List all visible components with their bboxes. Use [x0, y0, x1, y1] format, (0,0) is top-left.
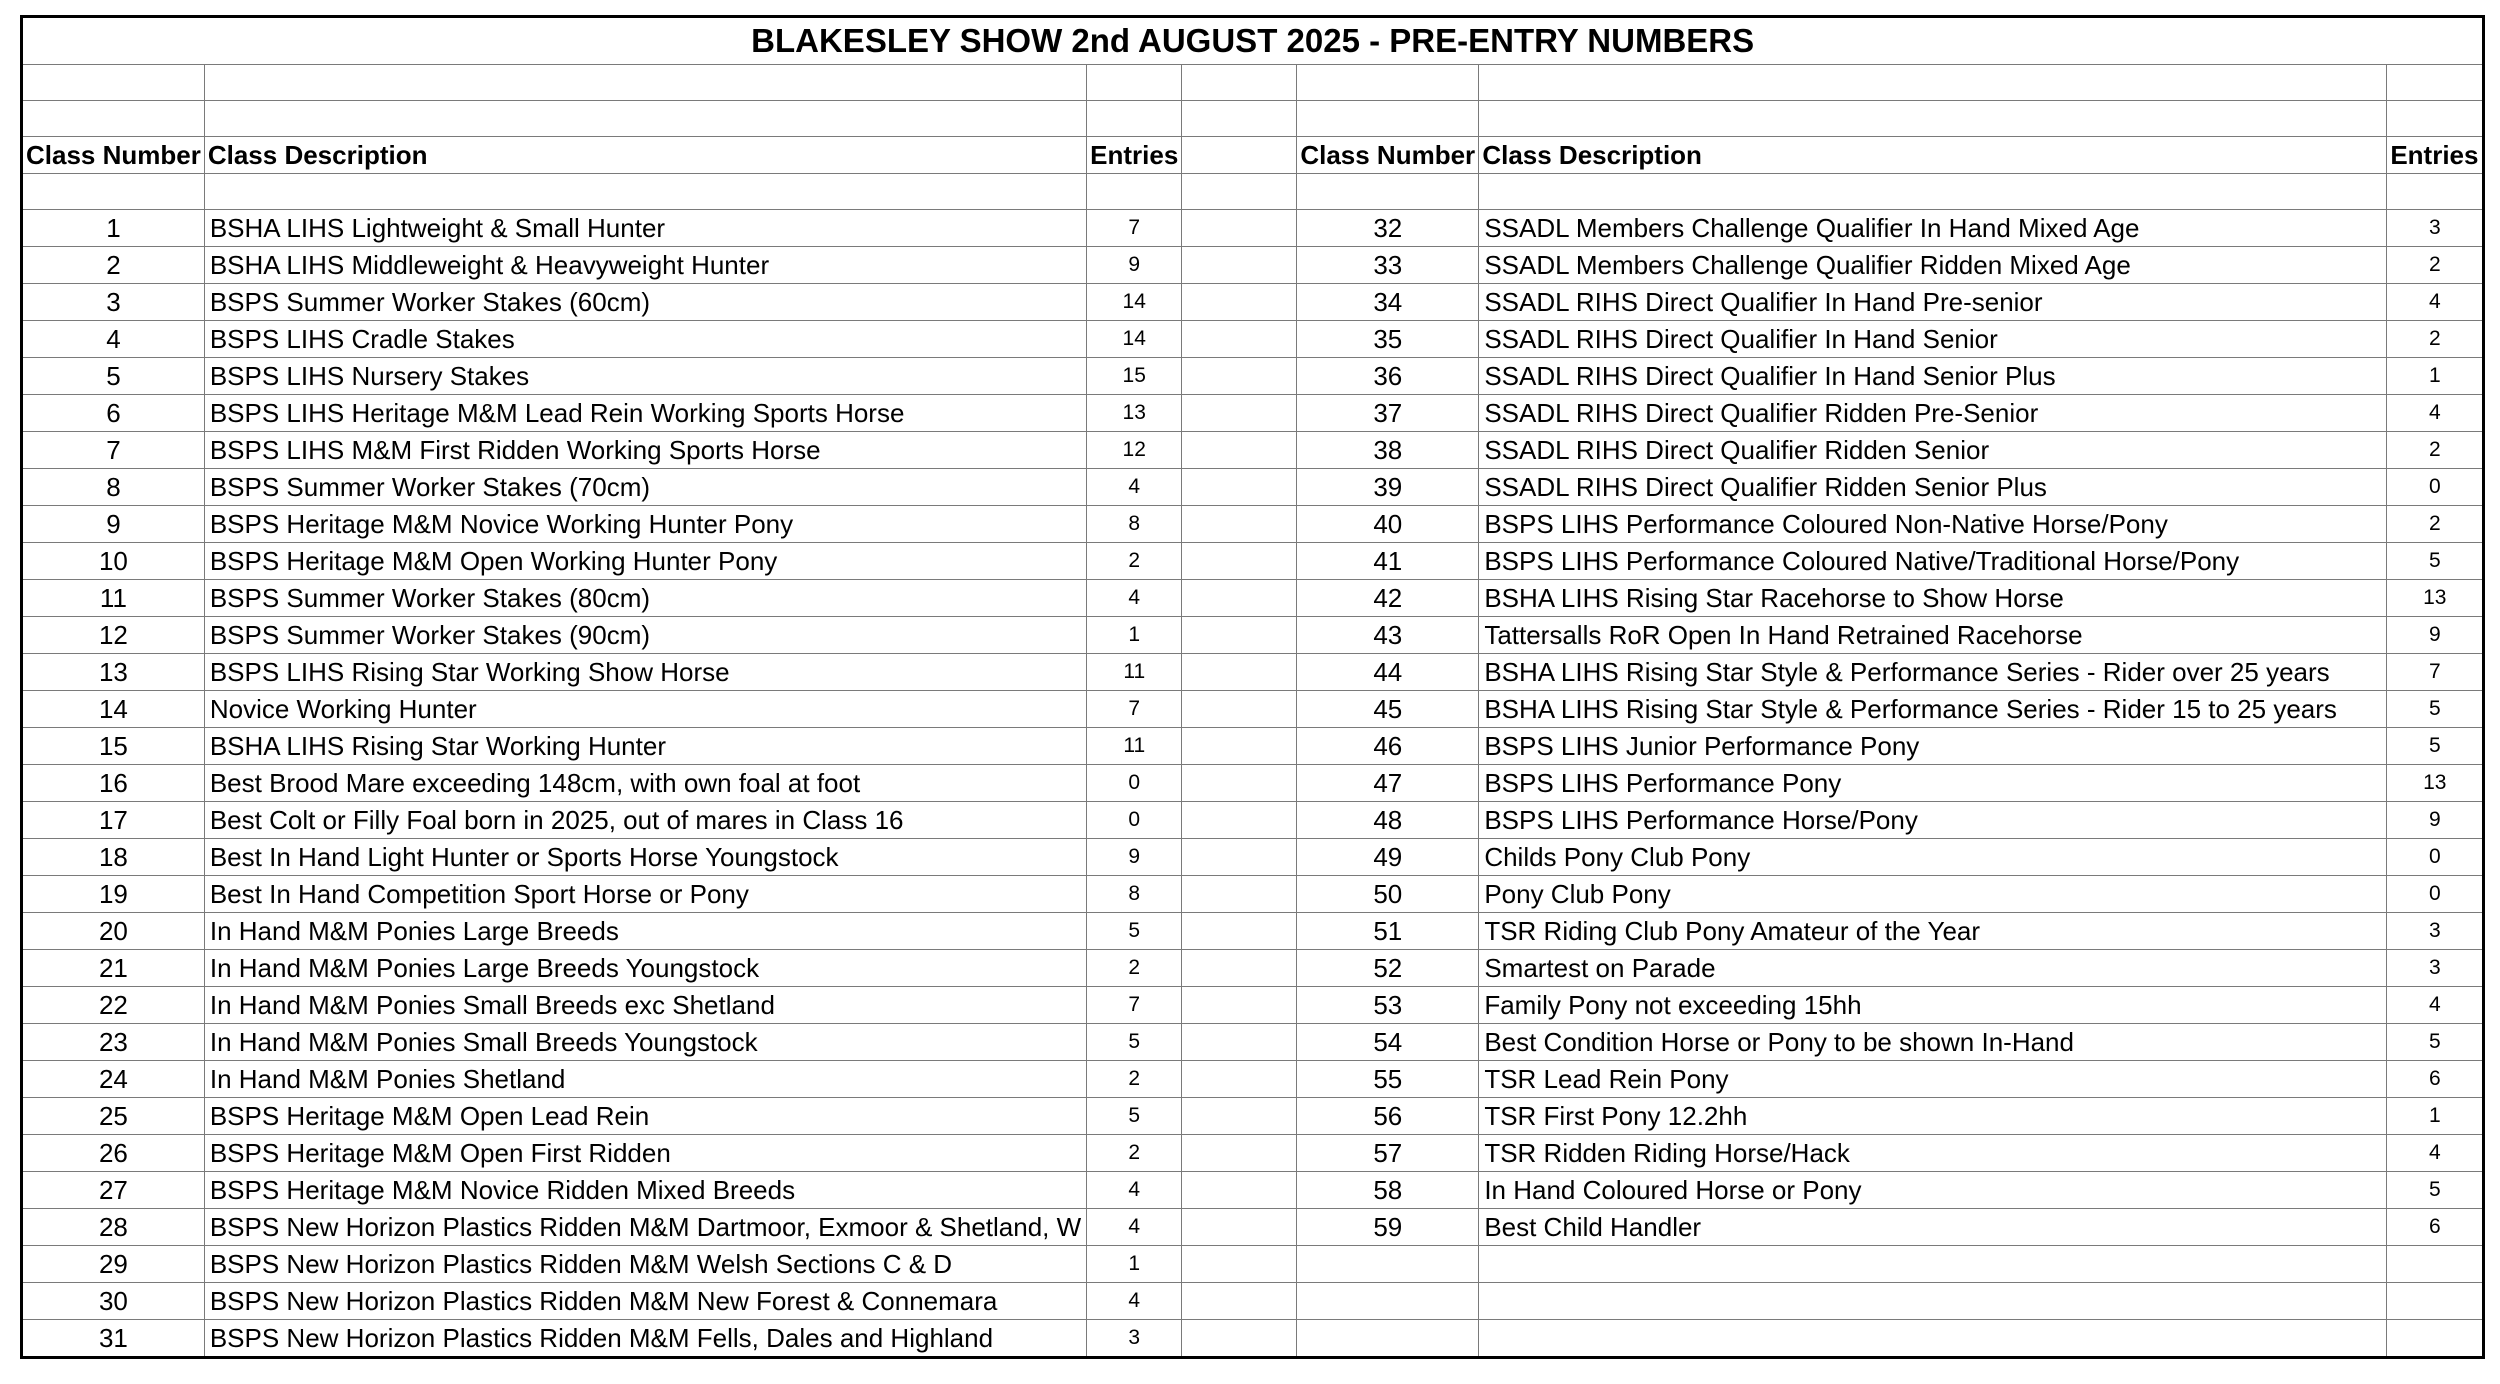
class-number-cell[interactable]: 55 — [1297, 1061, 1479, 1098]
cell[interactable] — [1479, 101, 2387, 137]
entries-cell[interactable]: 8 — [1087, 876, 1182, 913]
entries-cell[interactable]: 2 — [2387, 321, 2484, 358]
table-row — [22, 987, 2484, 1024]
class-description-cell[interactable]: TSR Ridden Riding Horse/Hack — [1479, 1135, 2387, 1172]
entries-cell[interactable]: 4 — [1087, 1283, 1182, 1320]
table-row — [22, 1135, 2484, 1172]
header-entries-left[interactable]: Entries — [1087, 137, 1182, 174]
table-row — [22, 691, 2484, 728]
entries-cell[interactable]: 5 — [2387, 1172, 2484, 1209]
spacer-cell[interactable] — [1182, 1024, 1297, 1061]
class-description-cell[interactable]: SSADL Members Challenge Qualifier Ridden Mixed Age — [1479, 247, 2387, 284]
cell[interactable] — [1087, 65, 1182, 101]
class-number-cell[interactable]: 25 — [22, 1098, 205, 1135]
class-description-cell[interactable]: BSHA LIHS Rising Star Style & Performance Series - Rider over 25 years — [1479, 654, 2387, 691]
entries-cell[interactable]: 5 — [2387, 691, 2484, 728]
spacer-cell[interactable] — [1182, 395, 1297, 432]
spacer-cell[interactable] — [1182, 358, 1297, 395]
spacer-cell[interactable] — [1182, 802, 1297, 839]
spacer-cell[interactable] — [1182, 691, 1297, 728]
cell[interactable] — [204, 174, 1086, 210]
table-row — [22, 1283, 2484, 1320]
class-description-cell[interactable]: BSHA LIHS Lightweight & Small Hunter — [204, 210, 1086, 247]
class-description-cell[interactable]: BSPS LIHS Cradle Stakes — [204, 321, 1086, 358]
header-class-description-left[interactable]: Class Description — [204, 137, 1086, 174]
class-number-cell[interactable]: 48 — [1297, 802, 1479, 839]
class-number-cell[interactable]: 6 — [22, 395, 205, 432]
class-description-cell[interactable]: BSPS LIHS Performance Coloured Native/Traditional Horse/Pony — [1479, 543, 2387, 580]
entries-cell[interactable]: 1 — [2387, 1098, 2484, 1135]
class-number-cell[interactable]: 43 — [1297, 617, 1479, 654]
class-number-cell[interactable]: 42 — [1297, 580, 1479, 617]
class-number-cell[interactable]: 46 — [1297, 728, 1479, 765]
spacer-cell[interactable] — [1182, 765, 1297, 802]
table-row — [22, 284, 2484, 321]
class-description-cell[interactable]: BSPS Heritage M&M Open Lead Rein — [204, 1098, 1086, 1135]
class-number-cell[interactable]: 14 — [22, 691, 205, 728]
entries-cell[interactable]: 9 — [1087, 247, 1182, 284]
class-number-cell[interactable]: 18 — [22, 839, 205, 876]
class-number-cell[interactable]: 26 — [22, 1135, 205, 1172]
cell[interactable] — [2387, 174, 2484, 210]
class-number-cell[interactable]: 20 — [22, 913, 205, 950]
class-number-cell[interactable]: 36 — [1297, 358, 1479, 395]
entries-cell[interactable]: 0 — [2387, 876, 2484, 913]
class-number-cell[interactable]: 37 — [1297, 395, 1479, 432]
entries-cell[interactable]: 8 — [1087, 506, 1182, 543]
entries-cell[interactable]: 9 — [2387, 617, 2484, 654]
class-description-cell[interactable]: BSPS LIHS Performance Horse/Pony — [1479, 802, 2387, 839]
class-description-cell[interactable]: TSR Riding Club Pony Amateur of the Year — [1479, 913, 2387, 950]
entries-cell[interactable]: 4 — [2387, 1135, 2484, 1172]
sheet-title: BLAKESLEY SHOW 2nd AUGUST 2025 - PRE-ENTRY NUMBERS — [22, 17, 2484, 65]
table-row — [22, 728, 2484, 765]
class-description-cell[interactable]: Smartest on Parade — [1479, 950, 2387, 987]
entries-cell[interactable]: 4 — [2387, 987, 2484, 1024]
class-number-cell[interactable]: 22 — [22, 987, 205, 1024]
class-description-cell[interactable]: Tattersalls RoR Open In Hand Retrained Racehorse — [1479, 617, 2387, 654]
header-class-description-right[interactable]: Class Description — [1479, 137, 2387, 174]
entries-cell[interactable]: 11 — [1087, 728, 1182, 765]
class-number-cell[interactable]: 11 — [22, 580, 205, 617]
class-number-cell[interactable]: 51 — [1297, 913, 1479, 950]
entries-cell[interactable]: 2 — [1087, 1061, 1182, 1098]
class-number-cell[interactable]: 45 — [1297, 691, 1479, 728]
class-number-cell[interactable] — [1297, 1283, 1479, 1320]
entries-cell[interactable]: 4 — [1087, 1209, 1182, 1246]
entries-cell[interactable]: 14 — [1087, 321, 1182, 358]
class-number-cell[interactable]: 12 — [22, 617, 205, 654]
spacer-cell[interactable] — [1182, 321, 1297, 358]
table-row — [22, 876, 2484, 913]
class-description-cell[interactable]: BSHA LIHS Rising Star Style & Performance Series - Rider 15 to 25 years — [1479, 691, 2387, 728]
entries-cell[interactable]: 2 — [2387, 247, 2484, 284]
spacer-cell[interactable] — [1182, 1061, 1297, 1098]
entries-cell[interactable]: 0 — [1087, 802, 1182, 839]
entries-cell[interactable]: 4 — [1087, 580, 1182, 617]
entries-cell[interactable]: 5 — [2387, 728, 2484, 765]
class-description-cell[interactable]: In Hand M&M Ponies Small Breeds exc Shetland — [204, 987, 1086, 1024]
class-description-cell[interactable]: BSPS New Horizon Plastics Ridden M&M Welsh Sections C & D — [204, 1246, 1086, 1283]
class-description-cell[interactable]: BSPS LIHS Nursery Stakes — [204, 358, 1086, 395]
cell[interactable] — [1479, 65, 2387, 101]
blank-row — [22, 174, 2484, 210]
class-description-cell[interactable]: In Hand Coloured Horse or Pony — [1479, 1172, 2387, 1209]
class-number-cell[interactable]: 32 — [1297, 210, 1479, 247]
class-number-cell[interactable]: 29 — [22, 1246, 205, 1283]
spacer-cell[interactable] — [1182, 210, 1297, 247]
class-description-cell[interactable]: BSHA LIHS Middleweight & Heavyweight Hunter — [204, 247, 1086, 284]
class-description-cell[interactable] — [1479, 1320, 2387, 1358]
class-description-cell[interactable]: BSPS New Horizon Plastics Ridden M&M Dartmoor, Exmoor & Shetland, W — [204, 1209, 1086, 1246]
entries-cell[interactable]: 0 — [2387, 839, 2484, 876]
entries-cell[interactable]: 13 — [1087, 395, 1182, 432]
class-number-cell[interactable]: 31 — [22, 1320, 205, 1358]
class-number-cell[interactable]: 50 — [1297, 876, 1479, 913]
cell[interactable] — [2387, 65, 2484, 101]
class-number-cell[interactable]: 47 — [1297, 765, 1479, 802]
class-description-cell[interactable]: In Hand M&M Ponies Shetland — [204, 1061, 1086, 1098]
spacer-cell[interactable] — [1182, 1098, 1297, 1135]
class-number-cell[interactable] — [1297, 1246, 1479, 1283]
header-entries-right[interactable]: Entries — [2387, 137, 2484, 174]
cell[interactable] — [204, 65, 1086, 101]
class-description-cell[interactable]: TSR Lead Rein Pony — [1479, 1061, 2387, 1098]
class-description-cell[interactable]: Family Pony not exceeding 15hh — [1479, 987, 2387, 1024]
entries-cell[interactable] — [2387, 1320, 2484, 1358]
class-number-cell[interactable]: 38 — [1297, 432, 1479, 469]
entries-cell[interactable]: 7 — [1087, 987, 1182, 1024]
class-number-cell[interactable]: 52 — [1297, 950, 1479, 987]
class-number-cell[interactable]: 59 — [1297, 1209, 1479, 1246]
class-number-cell[interactable]: 3 — [22, 284, 205, 321]
entries-cell[interactable]: 4 — [2387, 284, 2484, 321]
class-description-cell[interactable]: BSPS LIHS Performance Pony — [1479, 765, 2387, 802]
class-description-cell[interactable]: In Hand M&M Ponies Large Breeds — [204, 913, 1086, 950]
class-description-cell[interactable]: Pony Club Pony — [1479, 876, 2387, 913]
class-description-cell[interactable]: Best Brood Mare exceeding 148cm, with own foal at foot — [204, 765, 1086, 802]
cell[interactable] — [1087, 101, 1182, 137]
class-description-cell[interactable]: BSPS Summer Worker Stakes (70cm) — [204, 469, 1086, 506]
spacer-cell[interactable] — [1182, 987, 1297, 1024]
class-number-cell[interactable]: 7 — [22, 432, 205, 469]
cell[interactable] — [1297, 174, 1479, 210]
class-description-cell[interactable]: SSADL RIHS Direct Qualifier In Hand Senior Plus — [1479, 358, 2387, 395]
class-description-cell[interactable]: TSR First Pony 12.2hh — [1479, 1098, 2387, 1135]
class-description-cell[interactable]: In Hand M&M Ponies Large Breeds Youngstock — [204, 950, 1086, 987]
entries-cell[interactable]: 2 — [1087, 543, 1182, 580]
class-number-cell[interactable]: 33 — [1297, 247, 1479, 284]
cell[interactable] — [1297, 101, 1479, 137]
entries-cell[interactable]: 6 — [2387, 1061, 2484, 1098]
cell[interactable] — [1182, 174, 1297, 210]
spacer-cell[interactable] — [1182, 543, 1297, 580]
class-number-cell[interactable]: 1 — [22, 210, 205, 247]
class-number-cell[interactable]: 24 — [22, 1061, 205, 1098]
class-description-cell[interactable]: BSPS Heritage M&M Novice Ridden Mixed Breeds — [204, 1172, 1086, 1209]
class-description-cell[interactable] — [1479, 1283, 2387, 1320]
entries-cell[interactable]: 4 — [1087, 469, 1182, 506]
entries-cell[interactable]: 1 — [2387, 358, 2484, 395]
table-row — [22, 469, 2484, 506]
spacer-cell[interactable] — [1182, 654, 1297, 691]
entries-cell[interactable] — [2387, 1283, 2484, 1320]
class-description-cell[interactable]: SSADL RIHS Direct Qualifier In Hand Senior — [1479, 321, 2387, 358]
class-description-cell[interactable]: BSPS LIHS M&M First Ridden Working Sports Horse — [204, 432, 1086, 469]
entries-cell[interactable]: 11 — [1087, 654, 1182, 691]
table-row — [22, 395, 2484, 432]
class-number-cell[interactable]: 27 — [22, 1172, 205, 1209]
entries-cell[interactable]: 12 — [1087, 432, 1182, 469]
spacer-cell[interactable] — [1182, 876, 1297, 913]
class-description-cell[interactable]: SSADL Members Challenge Qualifier In Hand Mixed Age — [1479, 210, 2387, 247]
class-description-cell[interactable]: Best Colt or Filly Foal born in 2025, out of mares in Class 16 — [204, 802, 1086, 839]
class-number-cell[interactable]: 17 — [22, 802, 205, 839]
class-description-cell[interactable]: BSPS Summer Worker Stakes (80cm) — [204, 580, 1086, 617]
table-row — [22, 913, 2484, 950]
entries-cell[interactable]: 9 — [2387, 802, 2484, 839]
table-row — [22, 210, 2484, 247]
class-description-cell[interactable]: BSHA LIHS Rising Star Racehorse to Show Horse — [1479, 580, 2387, 617]
table-row — [22, 1098, 2484, 1135]
entries-cell[interactable]: 13 — [2387, 580, 2484, 617]
class-number-cell[interactable]: 39 — [1297, 469, 1479, 506]
title-row — [22, 17, 2484, 65]
table-row — [22, 1061, 2484, 1098]
table-row — [22, 950, 2484, 987]
class-number-cell[interactable]: 40 — [1297, 506, 1479, 543]
spacer-cell[interactable] — [1182, 432, 1297, 469]
table-row — [22, 1209, 2484, 1246]
spacer-cell[interactable] — [1182, 137, 1297, 174]
spacer-cell[interactable] — [1182, 728, 1297, 765]
spacer-cell[interactable] — [1182, 950, 1297, 987]
class-description-cell[interactable]: Childs Pony Club Pony — [1479, 839, 2387, 876]
spacer-cell[interactable] — [1182, 247, 1297, 284]
class-number-cell[interactable]: 4 — [22, 321, 205, 358]
table-row — [22, 654, 2484, 691]
cell[interactable] — [1182, 101, 1297, 137]
entries-cell[interactable]: 3 — [1087, 1320, 1182, 1358]
table-row — [22, 432, 2484, 469]
class-number-cell[interactable]: 10 — [22, 543, 205, 580]
cell[interactable] — [1479, 174, 2387, 210]
cell[interactable] — [1182, 65, 1297, 101]
entries-cell[interactable]: 3 — [2387, 913, 2484, 950]
class-number-cell[interactable]: 19 — [22, 876, 205, 913]
spacer-cell[interactable] — [1182, 1283, 1297, 1320]
table-row — [22, 617, 2484, 654]
spacer-cell[interactable] — [1182, 1246, 1297, 1283]
entries-cell[interactable]: 3 — [2387, 210, 2484, 247]
class-number-cell[interactable]: 28 — [22, 1209, 205, 1246]
class-number-cell[interactable]: 49 — [1297, 839, 1479, 876]
entries-cell[interactable]: 1 — [1087, 1246, 1182, 1283]
entries-cell[interactable] — [2387, 1246, 2484, 1283]
class-description-cell[interactable]: BSPS LIHS Rising Star Working Show Horse — [204, 654, 1086, 691]
table-row — [22, 1246, 2484, 1283]
table-row — [22, 1024, 2484, 1061]
spacer-cell[interactable] — [1182, 1320, 1297, 1358]
class-description-cell[interactable] — [1479, 1246, 2387, 1283]
header-class-number-left[interactable]: Class Number — [22, 137, 205, 174]
class-description-cell[interactable]: BSPS Summer Worker Stakes (60cm) — [204, 284, 1086, 321]
entries-cell[interactable]: 7 — [1087, 210, 1182, 247]
class-number-cell[interactable]: 9 — [22, 506, 205, 543]
entries-cell[interactable]: 0 — [2387, 469, 2484, 506]
spacer-cell[interactable] — [1182, 1209, 1297, 1246]
class-description-cell[interactable]: SSADL RIHS Direct Qualifier Ridden Senior — [1479, 432, 2387, 469]
cell[interactable] — [22, 101, 205, 137]
spacer-cell[interactable] — [1182, 1135, 1297, 1172]
class-description-cell[interactable]: BSPS LIHS Heritage M&M Lead Rein Working Sports Horse — [204, 395, 1086, 432]
blank-row — [22, 101, 2484, 137]
class-number-cell[interactable]: 5 — [22, 358, 205, 395]
entries-cell[interactable]: 4 — [2387, 395, 2484, 432]
class-description-cell[interactable]: SSADL RIHS Direct Qualifier In Hand Pre-senior — [1479, 284, 2387, 321]
blank-row — [22, 65, 2484, 101]
entries-cell[interactable]: 5 — [1087, 913, 1182, 950]
table-row — [22, 321, 2484, 358]
cell[interactable] — [2387, 101, 2484, 137]
class-description-cell[interactable]: BSPS Heritage M&M Open Working Hunter Pony — [204, 543, 1086, 580]
table-row — [22, 358, 2484, 395]
table-row — [22, 580, 2484, 617]
entries-cell[interactable]: 7 — [2387, 654, 2484, 691]
entries-cell[interactable]: 7 — [1087, 691, 1182, 728]
spacer-cell[interactable] — [1182, 580, 1297, 617]
cell[interactable] — [1087, 174, 1182, 210]
class-number-cell[interactable]: 16 — [22, 765, 205, 802]
entries-cell[interactable]: 1 — [1087, 617, 1182, 654]
entries-cell[interactable]: 6 — [2387, 1209, 2484, 1246]
spacer-cell[interactable] — [1182, 506, 1297, 543]
class-number-cell[interactable]: 30 — [22, 1283, 205, 1320]
class-description-cell[interactable]: BSPS LIHS Performance Coloured Non-Native Horse/Pony — [1479, 506, 2387, 543]
header-row — [22, 137, 2484, 174]
class-description-cell[interactable]: Best Condition Horse or Pony to be shown In-Hand — [1479, 1024, 2387, 1061]
cell[interactable] — [1297, 65, 1479, 101]
table-row — [22, 765, 2484, 802]
spacer-cell[interactable] — [1182, 469, 1297, 506]
table-row — [22, 506, 2484, 543]
entries-cell[interactable]: 5 — [1087, 1098, 1182, 1135]
table-row — [22, 839, 2484, 876]
class-description-cell[interactable]: BSPS Summer Worker Stakes (90cm) — [204, 617, 1086, 654]
class-number-cell[interactable]: 15 — [22, 728, 205, 765]
class-number-cell[interactable]: 54 — [1297, 1024, 1479, 1061]
spacer-cell[interactable] — [1182, 1172, 1297, 1209]
entries-cell[interactable]: 2 — [2387, 432, 2484, 469]
entries-cell[interactable]: 4 — [1087, 1172, 1182, 1209]
entries-cell[interactable]: 2 — [1087, 1135, 1182, 1172]
entries-cell[interactable]: 3 — [2387, 950, 2484, 987]
class-description-cell[interactable]: In Hand M&M Ponies Small Breeds Youngstock — [204, 1024, 1086, 1061]
class-number-cell[interactable]: 53 — [1297, 987, 1479, 1024]
class-number-cell[interactable]: 56 — [1297, 1098, 1479, 1135]
class-number-cell[interactable]: 44 — [1297, 654, 1479, 691]
entries-cell[interactable]: 14 — [1087, 284, 1182, 321]
entries-cell[interactable]: 5 — [1087, 1024, 1182, 1061]
entries-cell[interactable]: 15 — [1087, 358, 1182, 395]
table-row — [22, 1172, 2484, 1209]
class-description-cell[interactable]: BSPS New Horizon Plastics Ridden M&M New Forest & Connemara — [204, 1283, 1086, 1320]
entries-cell[interactable]: 5 — [2387, 1024, 2484, 1061]
class-description-cell[interactable]: Novice Working Hunter — [204, 691, 1086, 728]
spacer-cell[interactable] — [1182, 617, 1297, 654]
spacer-cell[interactable] — [1182, 839, 1297, 876]
entries-cell[interactable]: 2 — [2387, 506, 2484, 543]
entries-cell[interactable]: 0 — [1087, 765, 1182, 802]
table-row — [22, 543, 2484, 580]
class-description-cell[interactable]: BSHA LIHS Rising Star Working Hunter — [204, 728, 1086, 765]
cell[interactable] — [22, 174, 205, 210]
entries-cell[interactable]: 2 — [1087, 950, 1182, 987]
spacer-cell[interactable] — [1182, 284, 1297, 321]
entries-cell[interactable]: 9 — [1087, 839, 1182, 876]
class-number-cell[interactable]: 8 — [22, 469, 205, 506]
class-number-cell[interactable]: 23 — [22, 1024, 205, 1061]
class-number-cell[interactable]: 13 — [22, 654, 205, 691]
class-number-cell[interactable]: 58 — [1297, 1172, 1479, 1209]
table-row — [22, 1320, 2484, 1358]
class-description-cell[interactable]: SSADL RIHS Direct Qualifier Ridden Senior Plus — [1479, 469, 2387, 506]
header-class-number-right[interactable]: Class Number — [1297, 137, 1479, 174]
pre-entry-table — [20, 15, 2485, 1359]
class-description-cell[interactable]: Best In Hand Light Hunter or Sports Horse Youngstock — [204, 839, 1086, 876]
class-description-cell[interactable]: BSPS LIHS Junior Performance Pony — [1479, 728, 2387, 765]
class-number-cell[interactable]: 35 — [1297, 321, 1479, 358]
entries-cell[interactable]: 5 — [2387, 543, 2484, 580]
class-number-cell[interactable]: 21 — [22, 950, 205, 987]
class-number-cell[interactable]: 41 — [1297, 543, 1479, 580]
class-number-cell[interactable]: 34 — [1297, 284, 1479, 321]
class-number-cell[interactable]: 57 — [1297, 1135, 1479, 1172]
class-number-cell[interactable] — [1297, 1320, 1479, 1358]
table-row — [22, 247, 2484, 284]
spacer-cell[interactable] — [1182, 913, 1297, 950]
table-row — [22, 802, 2484, 839]
class-number-cell[interactable]: 2 — [22, 247, 205, 284]
class-description-cell[interactable]: Best Child Handler — [1479, 1209, 2387, 1246]
cell[interactable] — [204, 101, 1086, 137]
class-description-cell[interactable]: Best In Hand Competition Sport Horse or Pony — [204, 876, 1086, 913]
class-description-cell[interactable]: BSPS New Horizon Plastics Ridden M&M Fells, Dales and Highland — [204, 1320, 1086, 1358]
cell[interactable] — [22, 65, 205, 101]
class-description-cell[interactable]: SSADL RIHS Direct Qualifier Ridden Pre-Senior — [1479, 395, 2387, 432]
class-description-cell[interactable]: BSPS Heritage M&M Open First Ridden — [204, 1135, 1086, 1172]
entries-cell[interactable]: 13 — [2387, 765, 2484, 802]
class-description-cell[interactable]: BSPS Heritage M&M Novice Working Hunter Pony — [204, 506, 1086, 543]
